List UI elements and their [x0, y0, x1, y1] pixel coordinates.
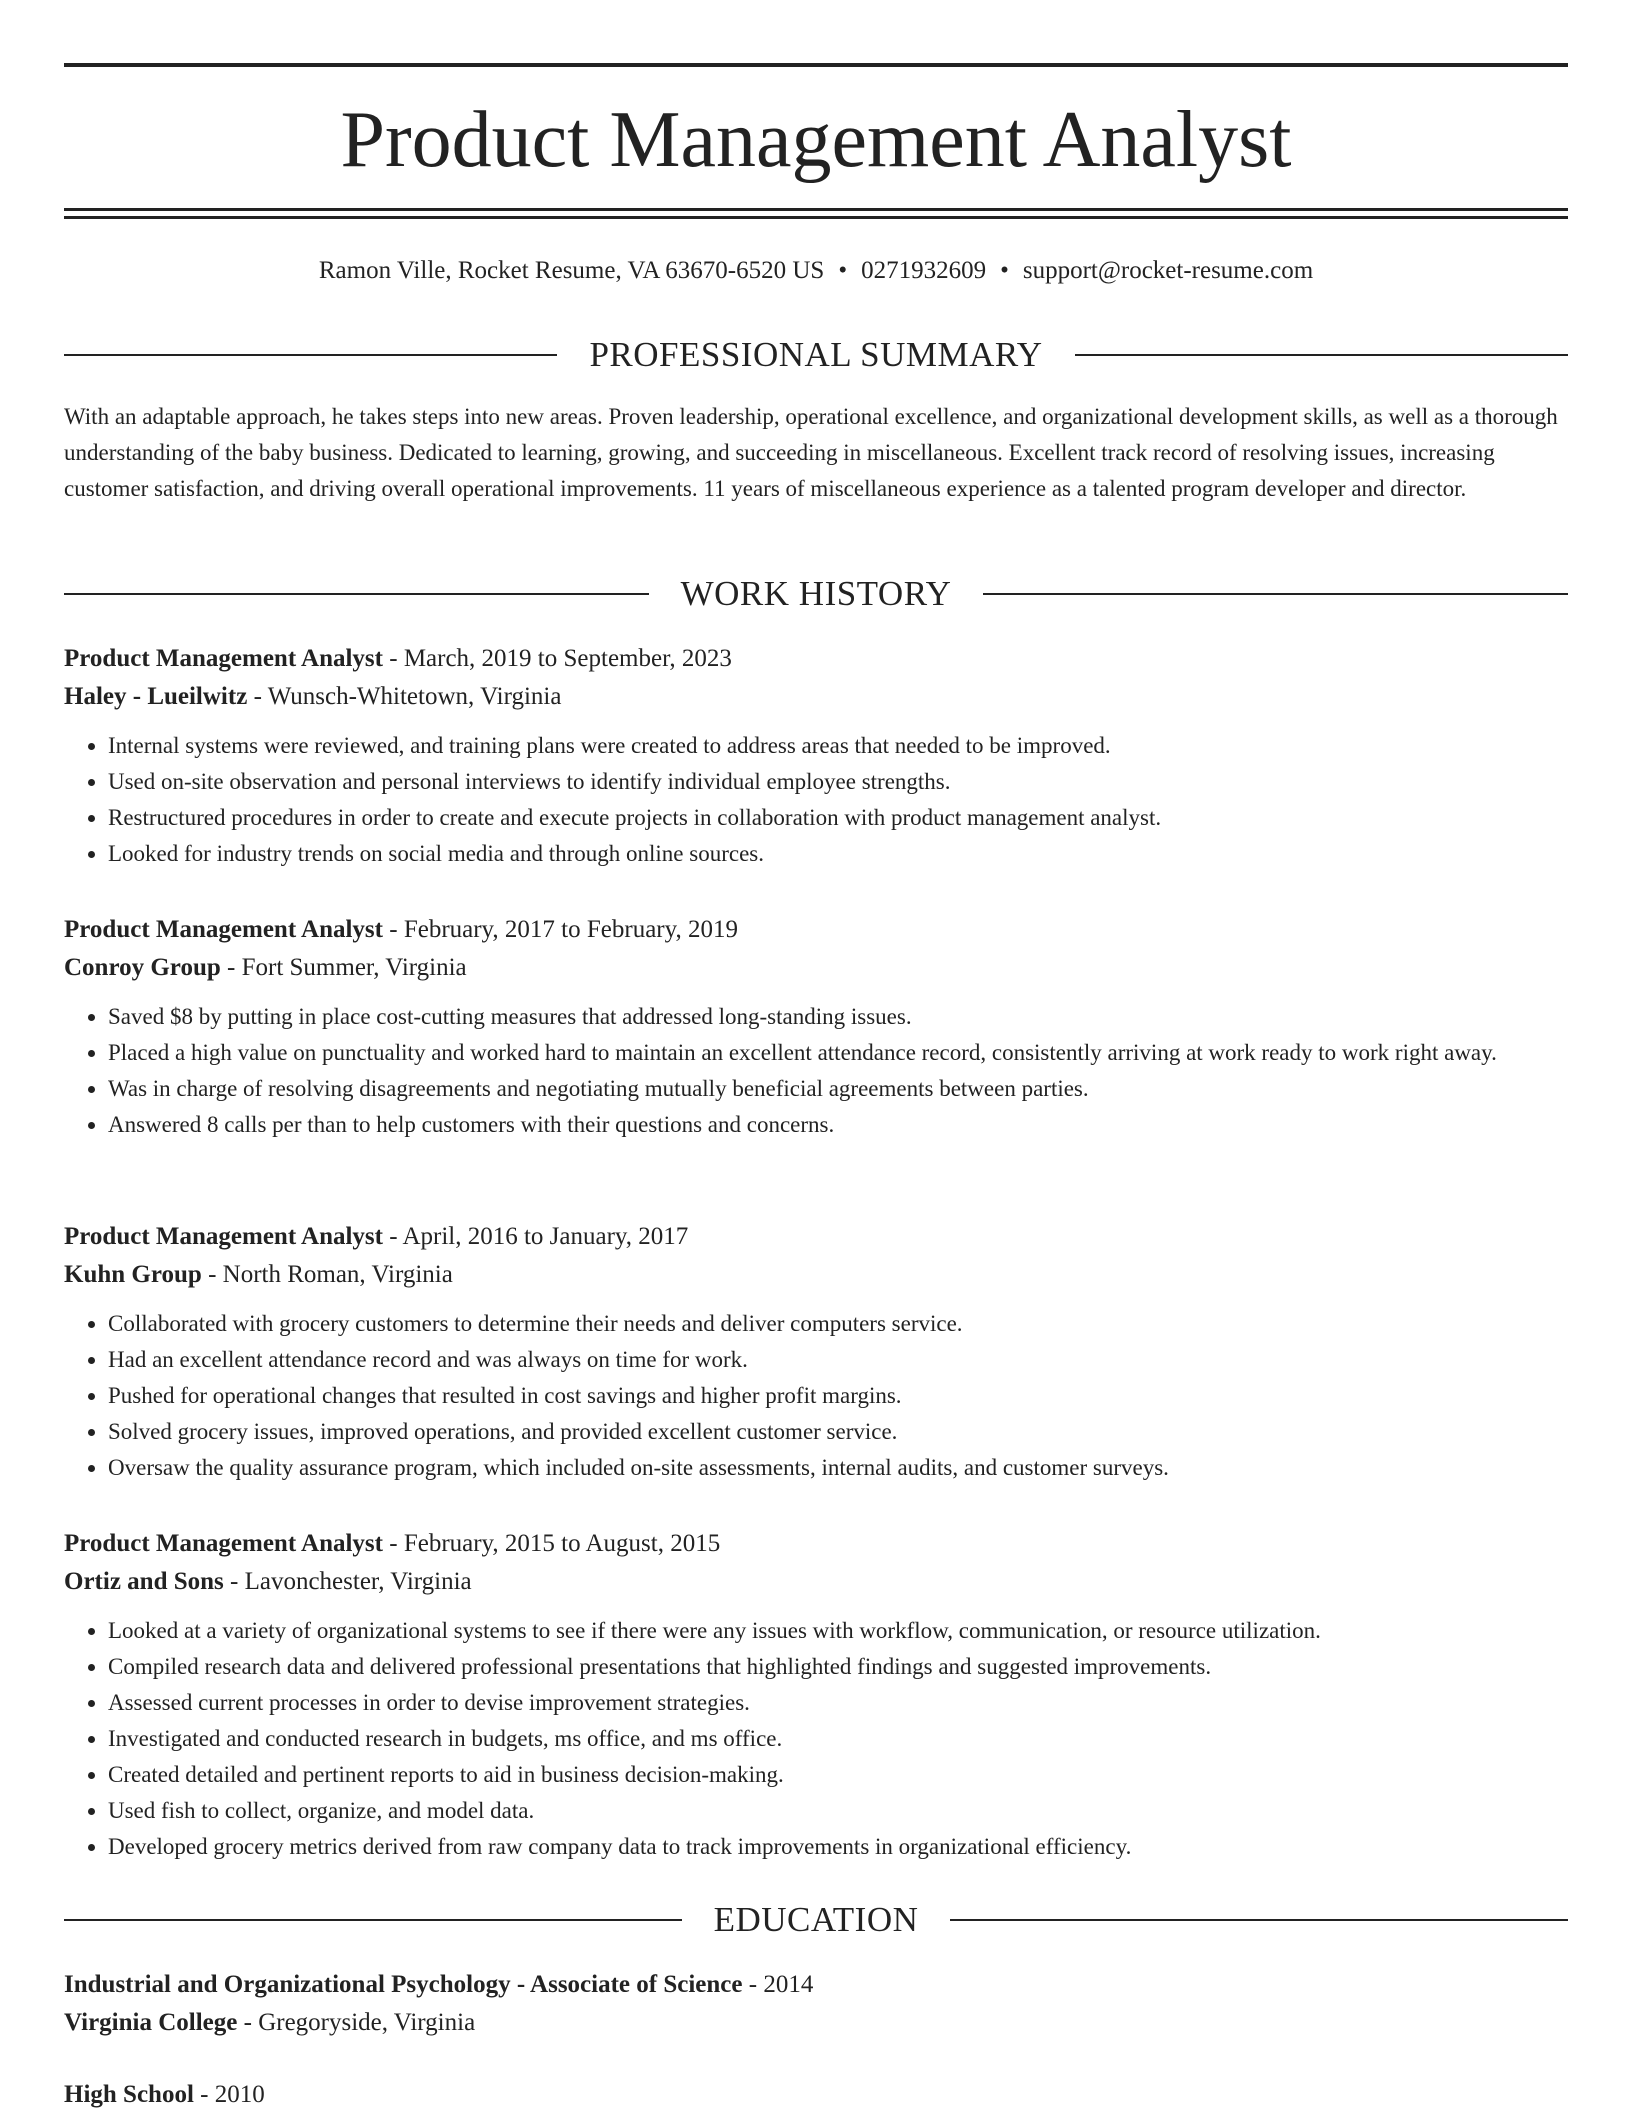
list-item: • Looked for industry trends on social media and through online sources.	[108, 836, 1568, 872]
section-rule	[950, 1919, 1568, 1921]
job-location: North Roman, Virginia	[222, 1261, 453, 1288]
list-item: • Looked at a variety of organizational systems to see if there were any issues with workflow, communication, or resource utilization.	[108, 1613, 1568, 1649]
job-title-line: Product Management Analyst - February, 2017 to February, 2019	[64, 916, 739, 943]
contact-separator: •	[1000, 257, 1009, 284]
list-item: • Investigated and conducted research in budgets, ms office, and ms office.	[108, 1721, 1568, 1757]
job-entry	[64, 911, 1568, 1143]
list-item: • Was in charge of resolving disagreements and negotiating mutually beneficial agreements between parties.	[108, 1071, 1568, 1107]
job-company-line: Haley - Lueilwitz - Wunsch-Whitetown, Virginia	[64, 683, 562, 710]
job-duties	[64, 1306, 1568, 1486]
job-company: Haley - Lueilwitz	[64, 683, 248, 710]
list-item: • Compiled research data and delivered professional presentations that highlighted findings and suggested improvements.	[108, 1649, 1568, 1685]
job-dates: February, 2017 to February, 2019	[403, 916, 739, 943]
job-dates: February, 2015 to August, 2015	[403, 1530, 721, 1557]
list-item: • Created detailed and pertinent reports to aid in business decision-making.	[108, 1757, 1568, 1793]
job-company-line: Conroy Group - Fort Summer, Virginia	[64, 954, 467, 981]
job-title-line: Product Management Analyst - February, 2015 to August, 2015	[64, 1530, 721, 1557]
job-title: Product Management Analyst	[64, 916, 383, 943]
list-item: • Collaborated with grocery customers to determine their needs and deliver computers service.	[108, 1306, 1568, 1342]
job-entry	[64, 1525, 1568, 1865]
job-location: Fort Summer, Virginia	[241, 954, 467, 981]
job-company-line: Kuhn Group - North Roman, Virginia	[64, 1261, 453, 1288]
education-degree: High School	[64, 2081, 194, 2108]
education-year: 2010	[214, 2081, 265, 2108]
section-rule	[64, 1919, 682, 1921]
list-item: • Assessed current processes in order to devise improvement strategies.	[108, 1685, 1568, 1721]
list-item: • Saved $8 by putting in place cost-cutting measures that addressed long-standing issues.	[108, 999, 1568, 1035]
section-rule	[64, 593, 649, 595]
list-item: • Had an excellent attendance record and was always on time for work.	[108, 1342, 1568, 1378]
education-degree-line: Industrial and Organizational Psychology - Associate of Science - 2014	[64, 1971, 814, 1998]
education-school: Virginia College	[64, 2009, 238, 2036]
section-rule	[983, 593, 1568, 595]
list-item: • Used on-site observation and personal interviews to identify individual employee strengths.	[108, 764, 1568, 800]
list-item: • Solved grocery issues, improved operations, and provided excellent customer service.	[108, 1414, 1568, 1450]
contact-phone: 0271932609	[861, 257, 987, 284]
contact-line	[64, 254, 1568, 288]
education-entry	[64, 2076, 1568, 2114]
header-rule-lower	[64, 216, 1568, 219]
job-company: Conroy Group	[64, 954, 221, 981]
job-title: Product Management Analyst	[64, 1223, 383, 1250]
education-entry	[64, 1966, 1568, 2042]
header-rule-upper	[64, 208, 1568, 211]
list-item: • Pushed for operational changes that resulted in cost savings and higher profit margins.	[108, 1378, 1568, 1414]
job-entry	[64, 1218, 1568, 1486]
education-year: 2014	[763, 1971, 814, 1998]
list-item: • Used fish to collect, organize, and model data.	[108, 1793, 1568, 1829]
resume-name: Product Management Analyst	[340, 96, 1292, 184]
job-duties	[64, 999, 1568, 1143]
job-location: Wunsch-Whitetown, Virginia	[267, 683, 562, 710]
section-header-work-history	[64, 572, 1568, 616]
job-company: Ortiz and Sons	[64, 1568, 224, 1595]
list-item: • Internal systems were reviewed, and training plans were created to address areas that needed to be improved.	[108, 728, 1568, 764]
job-dates: April, 2016 to January, 2017	[402, 1223, 689, 1250]
job-entry	[64, 640, 1568, 872]
job-title-line: Product Management Analyst - March, 2019 to September, 2023	[64, 645, 732, 672]
job-location: Lavonchester, Virginia	[244, 1568, 472, 1595]
job-dates: March, 2019 to September, 2023	[403, 645, 732, 672]
section-title: WORK HISTORY	[680, 574, 952, 613]
job-title: Product Management Analyst	[64, 645, 383, 672]
section-header-summary	[64, 333, 1568, 377]
section-title: EDUCATION	[713, 1900, 919, 1939]
section-title: PROFESSIONAL SUMMARY	[589, 335, 1043, 374]
contact-separator: •	[838, 257, 848, 284]
education-location: Gregoryside, Virginia	[258, 2009, 476, 2036]
section-rule	[64, 354, 557, 356]
job-title: Product Management Analyst	[64, 1530, 383, 1557]
contact-email: support@rocket-resume.com	[1022, 257, 1314, 284]
job-duties	[64, 728, 1568, 872]
contact-address: Ramon Ville, Rocket Resume, VA 63670-6520 US	[318, 257, 825, 284]
job-company-line: Ortiz and Sons - Lavonchester, Virginia	[64, 1568, 472, 1595]
section-rule	[1075, 354, 1568, 356]
job-title-line: Product Management Analyst - April, 2016 to January, 2017	[64, 1223, 689, 1250]
education-school-line: Virginia College - Gregoryside, Virginia	[64, 2009, 476, 2036]
list-item: • Placed a high value on punctuality and worked hard to maintain an excellent attendance record, consistently arriving at work ready to work right away.	[108, 1035, 1568, 1071]
education-degree: Industrial and Organizational Psychology - Associate of Science	[64, 1971, 743, 1998]
summary-text: With an adaptable approach, he takes steps into new areas. Proven leadership, operational excellence, and organizational development skills, as well as a thorough understanding of the baby business. Dedicated to learning, growing, and succeeding in miscellaneous. Excellent track record of resolving issues, increasing customer satisfaction, and driving overall operational improvements. 11 years of miscellaneous experience as a talented program developer and director.	[64, 404, 1558, 501]
job-duties	[64, 1613, 1568, 1865]
list-item: • Restructured procedures in order to create and execute projects in collaboration with product management analyst.	[108, 800, 1568, 836]
list-item: • Developed grocery metrics derived from raw company data to track improvements in organizational efficiency.	[108, 1829, 1568, 1865]
list-item: • Oversaw the quality assurance program, which included on-site assessments, internal audits, and customer surveys.	[108, 1450, 1568, 1486]
top-rule	[64, 63, 1568, 67]
list-item: • Answered 8 calls per than to help customers with their questions and concerns.	[108, 1107, 1568, 1143]
job-company: Kuhn Group	[64, 1261, 202, 1288]
section-header-education	[64, 1898, 1568, 1942]
education-degree-line: High School - 2010	[64, 2081, 265, 2108]
